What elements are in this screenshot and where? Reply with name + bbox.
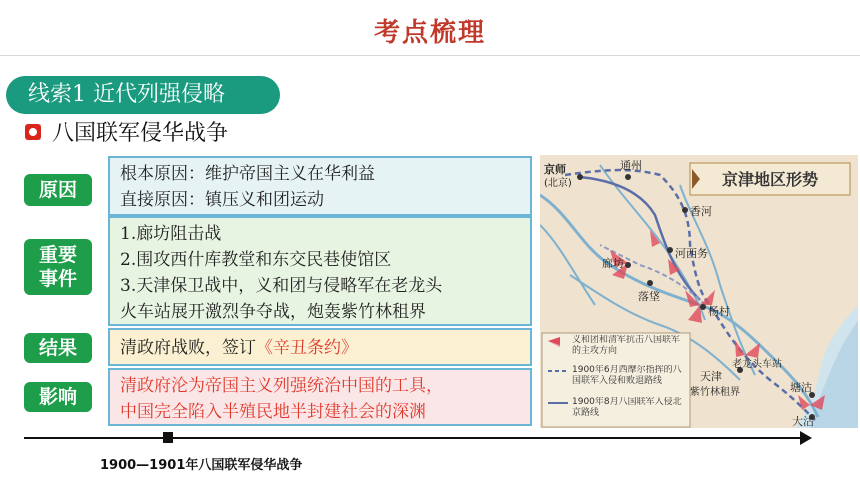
section-title: 八国联军侵华战争 [52, 121, 229, 146]
place-laolongtou: 老龙头车站 [732, 359, 782, 370]
events-box [108, 216, 532, 326]
place-beijing: 京师 [544, 163, 566, 176]
place-tongzhou: 通州 [620, 159, 642, 172]
place-beijing-note: (北京) [544, 178, 572, 189]
result-text: 清政府战败，签订 [120, 338, 256, 358]
place-dagu: 大沽 [792, 415, 814, 428]
treaty-name: 《辛丑条约》 [256, 338, 358, 358]
cause-line-1: 根本原因：维护帝国主义在华利益 [120, 164, 375, 184]
legend-item-2: 1900年6月西摩尔指挥的八国联军入侵和败退路线 [572, 365, 682, 386]
timeline-marker [163, 432, 173, 443]
timeline-label: 1900—1901年八国联军侵华战争 [100, 458, 303, 473]
place-luofa: 落垡 [638, 290, 660, 303]
event-line-1: 1.廊坊阻击战 [120, 224, 222, 244]
cause-label: 原因 [24, 174, 92, 206]
impact-line-2: 中国完全陷入半殖民地半封建社会的深渊 [120, 402, 426, 422]
timeline-arrow-icon [800, 431, 812, 445]
impact-line-1: 清政府沦为帝国主义列强统治中国的工具， [120, 376, 443, 396]
clue-banner: 线索1 近代列强侵略 [6, 76, 280, 114]
place-xianghe: 香河 [690, 205, 712, 218]
place-hexiwu: 河西务 [675, 247, 708, 260]
legend-item-1: 义和团和清军抗击八国联军的主攻方向 [572, 335, 681, 356]
event-line-2: 2.围攻西什库教堂和东交民巷使馆区 [120, 250, 392, 270]
beijing-tianjin-map [540, 155, 858, 428]
event-line-3: 3.天津保卫战中，义和团与侵略军在老龙头 [120, 276, 443, 296]
place-yangcun: 杨村 [708, 305, 730, 318]
place-tianjin: 天津 [700, 370, 722, 383]
impact-box [108, 368, 532, 426]
result-label: 结果 [24, 333, 92, 363]
page-title: 考点梳理 [373, 18, 486, 48]
place-tanggu: 塘沽 [790, 381, 812, 394]
bullet-icon [25, 124, 41, 140]
timeline-axis [24, 437, 804, 439]
cause-box [108, 156, 532, 216]
events-label: 重要 事件 [24, 239, 92, 295]
event-line-4: 火车站展开激烈争夺战，炮轰紫竹林租界 [120, 302, 426, 322]
result-box [108, 328, 532, 366]
legend-item-3: 1900年8月八国联军入侵北京路线 [572, 397, 682, 418]
place-langfang: 廊坊 [602, 257, 624, 270]
map-title: 京津地区形势 [721, 170, 819, 189]
impact-label: 影响 [24, 382, 92, 412]
title-divider [0, 55, 860, 56]
place-zizhulin: 紫竹林租界 [690, 387, 740, 398]
cause-line-2: 直接原因：镇压义和团运动 [120, 190, 324, 210]
